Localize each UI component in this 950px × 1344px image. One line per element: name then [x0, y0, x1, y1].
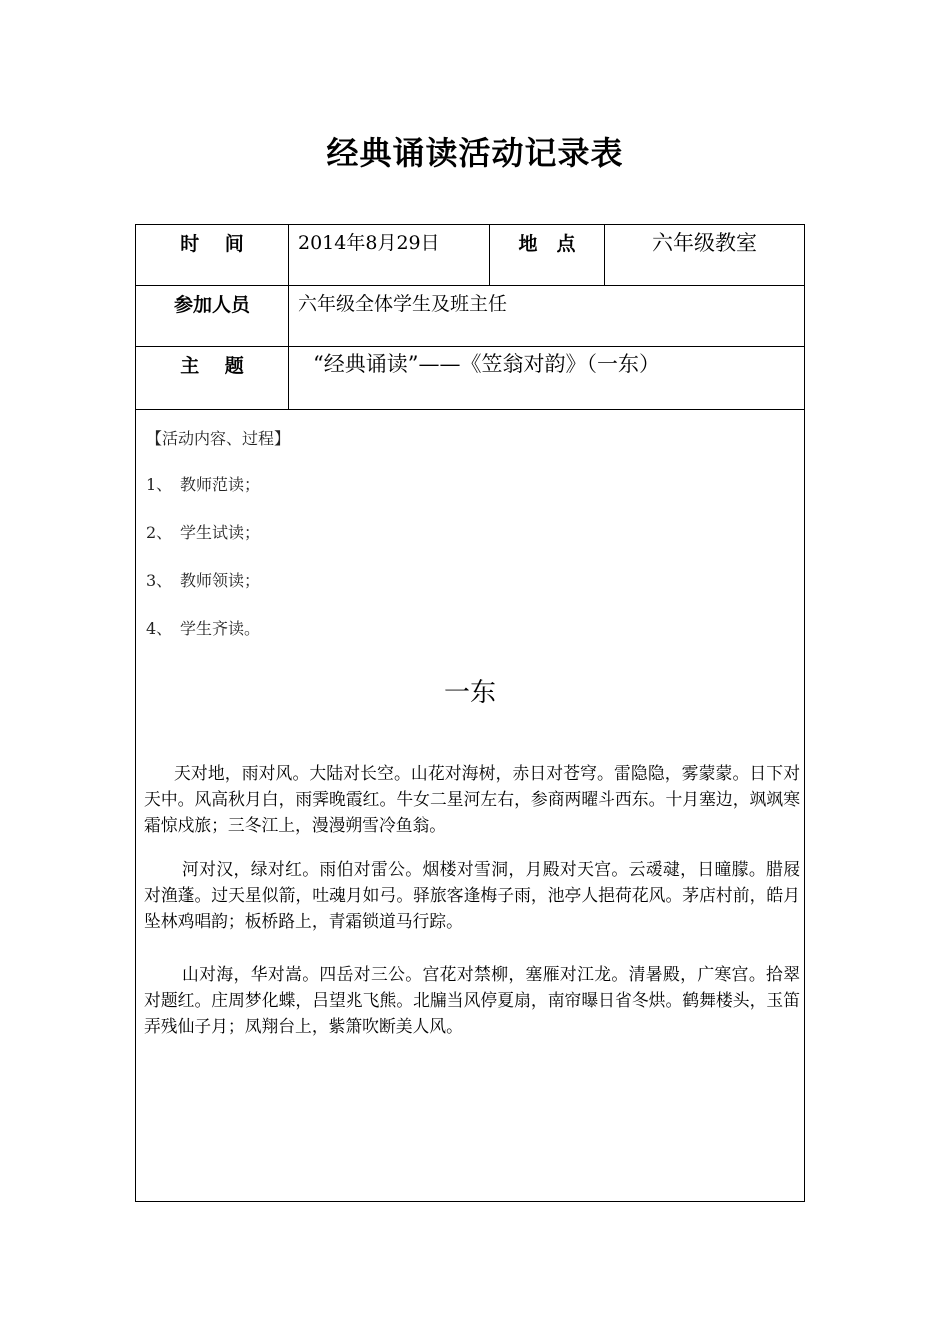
step-text: 学生试读； — [180, 523, 261, 542]
poem-title: 一东 — [443, 678, 496, 708]
place-value: 六年级教室 — [652, 231, 757, 255]
list-item — [146, 568, 260, 591]
time-place-row — [136, 225, 804, 286]
time-value: 2014年8月29日 — [288, 225, 489, 285]
participants-label: 参加人员 — [173, 294, 250, 316]
step-number: 1、 — [146, 475, 173, 494]
list-item — [146, 472, 260, 495]
theme-value: “经典诵读”——《笠翁对韵》（一东） — [313, 352, 660, 376]
step-number: 2、 — [146, 523, 173, 542]
step-text: 教师范读； — [180, 475, 261, 494]
page-title: 经典诵读活动记录表 — [326, 134, 624, 172]
poem-stanza: 山对海，华对嵩。四岳对三公。宫花对禁柳，塞雁对江龙。清暑殿，广寒宫。拾翠对题红。庄周梦化蝶，吕望兆飞熊。北牖当风停夏扇，南帘曝日省冬烘。鹤舞楼头，玉笛弄残仙子月；凤翔台上，紫箫吹断美人风。 — [144, 964, 800, 1036]
list-item — [146, 520, 260, 543]
theme-row — [136, 347, 804, 410]
list-item — [146, 616, 260, 639]
content-heading: 【活动内容、过程】 — [146, 429, 291, 448]
step-number: 3、 — [146, 571, 173, 590]
participants-row — [136, 286, 804, 347]
step-number: 4、 — [146, 619, 173, 638]
step-text: 学生齐读。 — [180, 619, 261, 638]
participants-value: 六年级全体学生及班主任 — [288, 286, 804, 346]
record-table — [135, 224, 805, 1202]
poem-stanza: 河对汉，绿对红。雨伯对雷公。烟楼对雪洞，月殿对天宫。云叆叇，日曈朦。腊屐对渔蓬。过天星似箭，吐魂月如弓。驿旅客逢梅子雨，池亭人挹荷花风。茅店村前，皓月坠林鸡唱韵；板桥路上，青霜锁道马行踪。 — [144, 859, 800, 931]
time-label: 时 间 — [180, 233, 244, 255]
theme-label: 主 题 — [180, 355, 244, 377]
activity-content — [136, 410, 804, 1200]
place-label: 地 点 — [489, 225, 604, 285]
theme-value-cell — [288, 347, 804, 409]
poem-stanza: 天对地，雨对风。大陆对长空。山花对海树，赤日对苍穹。雷隐隐，雾蒙蒙。日下对天中。风高秋月白，雨霁晚霞红。牛女二星河左右，参商两曜斗西东。十月塞边，飒飒寒霜惊戍旅；三冬江上，漫漫朔雪冷鱼翁。 — [144, 763, 800, 835]
place-value-cell — [604, 225, 804, 285]
step-text: 教师领读； — [180, 571, 261, 590]
